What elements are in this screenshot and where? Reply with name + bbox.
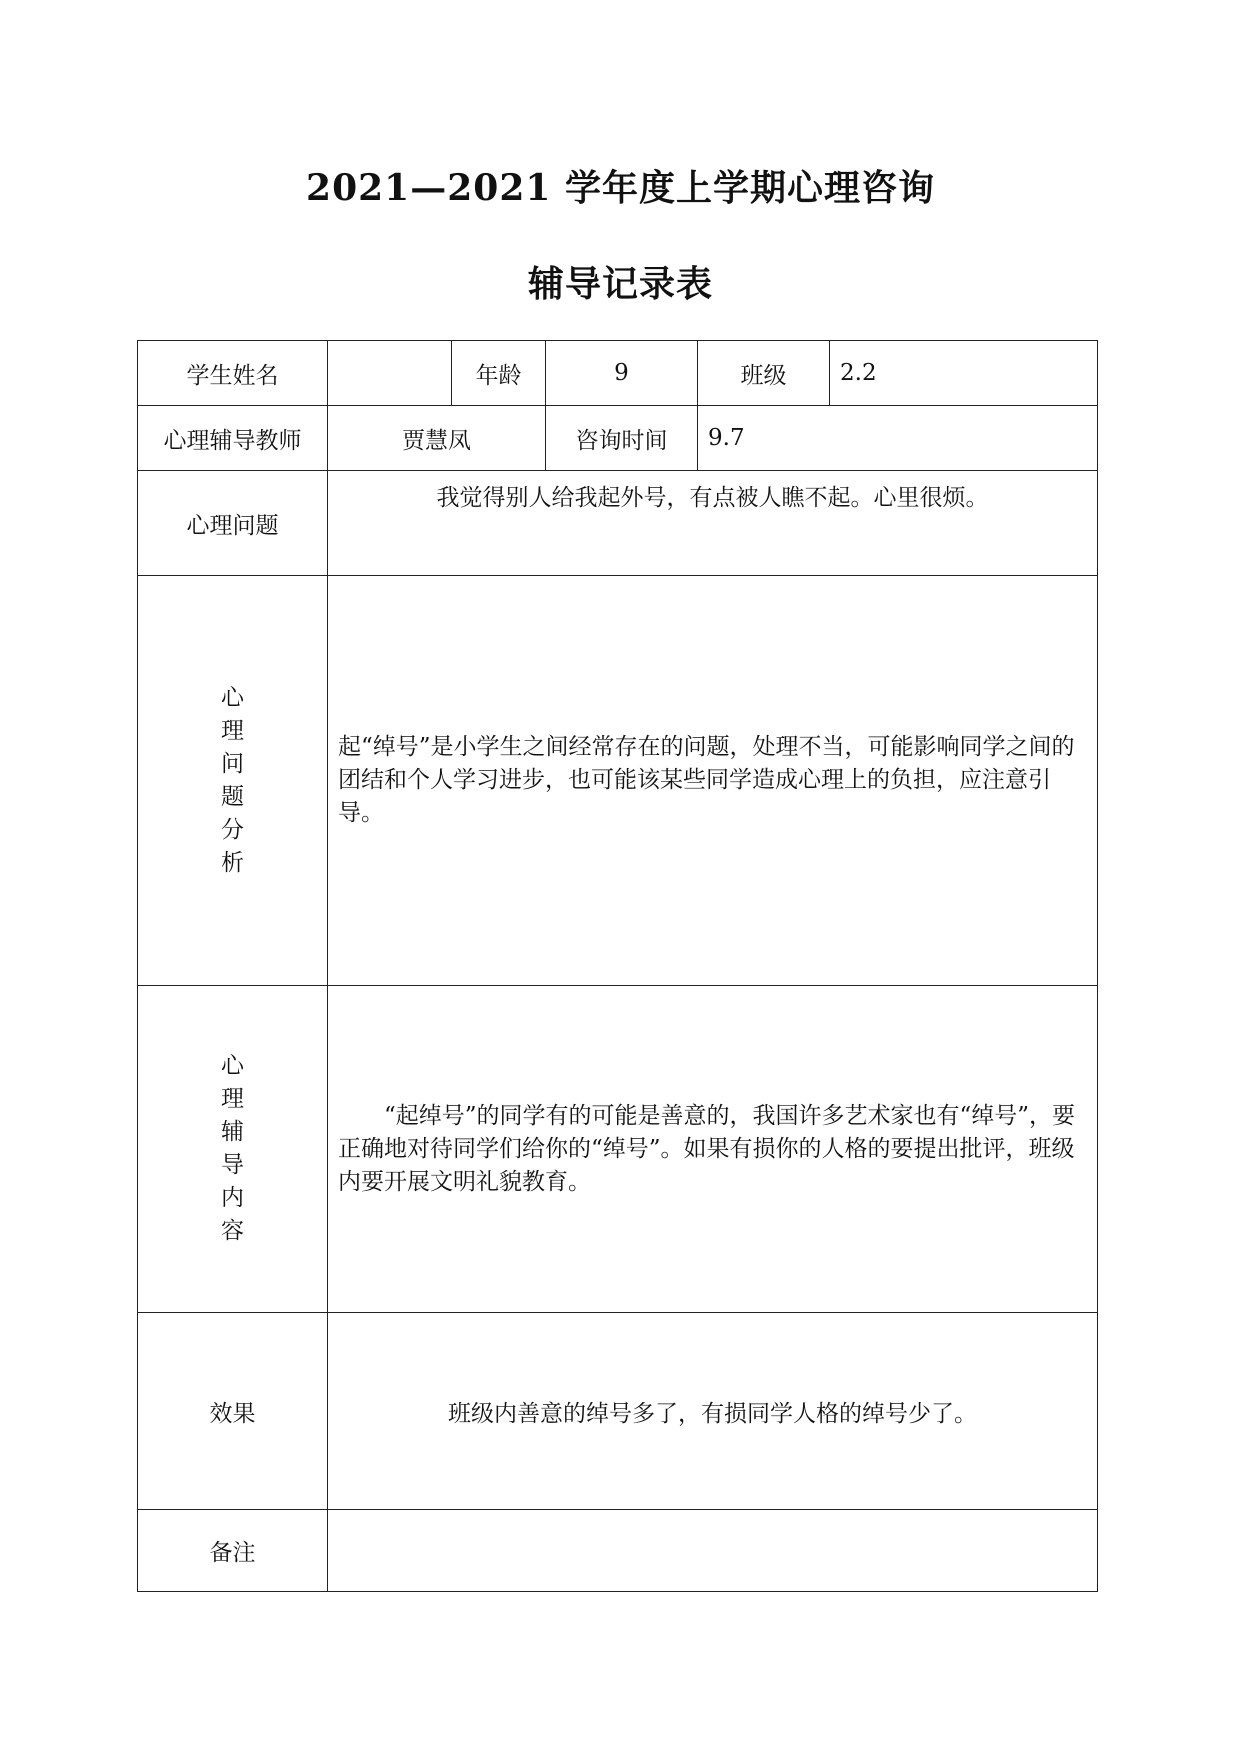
label-content-char: 内 [221,1185,244,1211]
value-remarks [328,1510,1098,1592]
label-analysis [138,576,328,986]
value-teacher: 贾慧凤 [328,406,546,471]
row-remarks [138,1510,1098,1592]
row-effect [138,1313,1098,1510]
label-content [138,986,328,1313]
value-class: 2.2 [830,341,1098,406]
label-analysis-char: 题 [221,783,244,810]
value-problem: 我觉得别人给我起外号，有点被人瞧不起。心里很烦。 [328,471,1098,576]
label-analysis-char: 理 [221,717,244,744]
label-problem: 心理问题 [138,471,328,576]
label-analysis-char: 分 [221,816,244,843]
label-analysis-char: 析 [221,849,244,876]
label-analysis-char: 心 [221,684,244,711]
value-consult-time: 9.7 [698,406,1098,471]
value-age: 9 [546,341,698,406]
row-analysis [138,576,1098,986]
label-content-char: 理 [221,1086,244,1112]
value-effect: 班级内善意的绰号多了，有损同学人格的绰号少了。 [328,1313,1098,1510]
title-line-2: 辅导记录表 [527,263,713,305]
label-consult-time: 咨询时间 [546,406,698,471]
label-effect: 效果 [138,1313,328,1510]
label-content-char: 容 [221,1218,244,1244]
record-table [137,340,1098,1592]
label-content-char: 辅 [221,1119,244,1145]
row-teacher [138,406,1098,471]
row-content [138,986,1098,1313]
label-class: 班级 [698,341,830,406]
row-student [138,341,1098,406]
label-student-name: 学生姓名 [138,341,328,406]
label-teacher: 心理辅导教师 [138,406,328,471]
value-student-name [328,341,452,406]
label-analysis-char: 问 [221,750,244,777]
row-problem [138,471,1098,576]
value-analysis: 起“绰号”是小学生之间经常存在的问题，处理不当，可能影响同学之间的团结和个人学习进步，也可能该某些同学造成心理上的负担，应注意引导。 [328,576,1098,986]
label-content-char: 导 [221,1152,244,1178]
value-content: “起绰号”的同学有的可能是善意的，我国许多艺术家也有“绰号”，要正确地对待同学们给你的“绰号”。如果有损你的人格的要提出批评，班级内要开展文明礼貌教育。 [328,986,1098,1313]
label-content-char: 心 [221,1053,244,1079]
title-line-1: 2021—2021 学年度上学期心理咨询 [306,167,935,209]
label-age: 年龄 [452,341,546,406]
label-remarks: 备注 [138,1510,328,1592]
